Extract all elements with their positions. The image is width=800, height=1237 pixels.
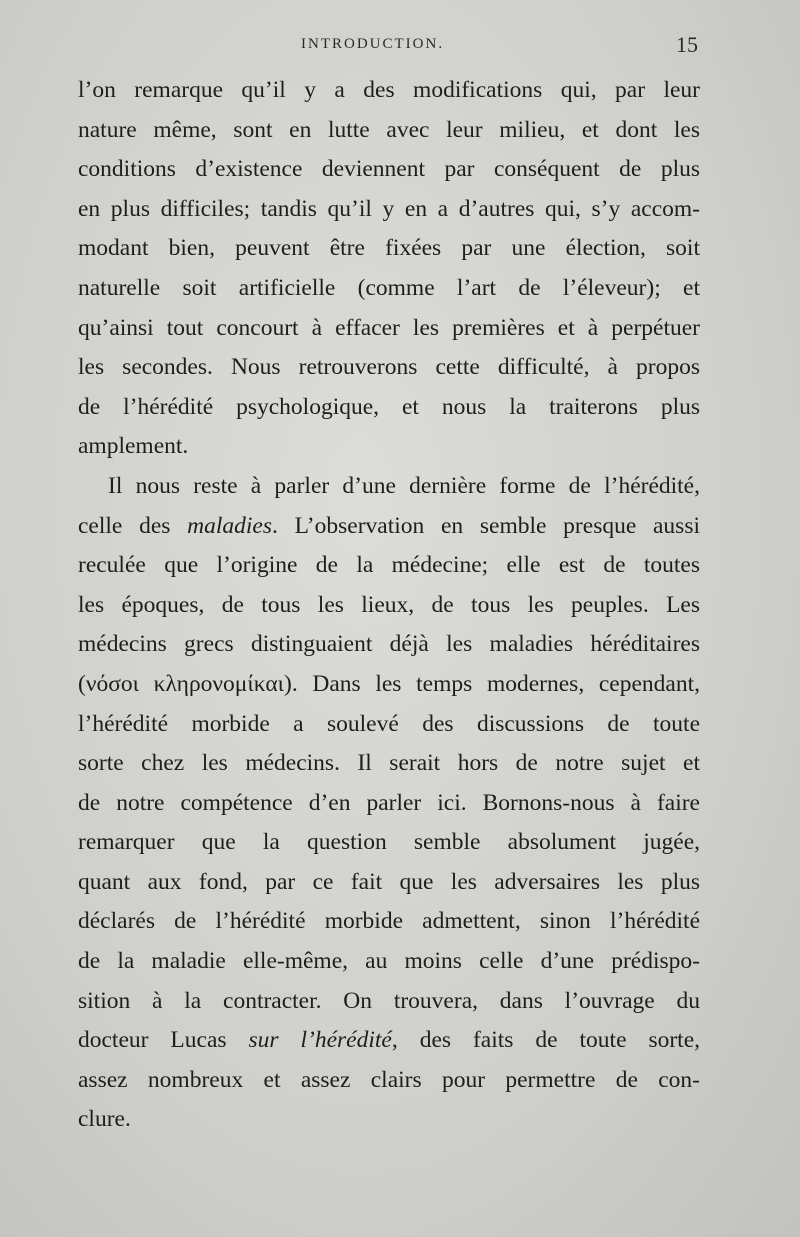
- text-line: modant bien, peuvent être fixées par une élection, soit: [78, 235, 700, 262]
- paragraph-2: [78, 467, 700, 1140]
- text-line: reculée que l’origine de la médecine; elle est de toutes: [78, 552, 700, 579]
- text-line-greek: (νόσοι κληρονομίκαι). Dans les temps modernes, cependant,: [78, 670, 700, 697]
- running-head: [76, 32, 698, 58]
- text-run: , des faits de toute sorte,: [391, 1027, 700, 1054]
- page-number: 15: [676, 32, 698, 57]
- text-line: sorte chez les médecins. Il serait hors de notre sujet et: [78, 750, 700, 777]
- paragraph-1: [78, 71, 700, 467]
- text-line: l’hérédité morbide a soulevé des discussions de toute: [78, 710, 700, 737]
- text-line: quant aux fond, par ce fait que les adversaires les plus: [78, 868, 700, 895]
- text-line: clure.: [78, 1106, 131, 1133]
- text-line: en plus difficiles; tandis qu’il y en a d’autres qui, s’y accom-: [78, 195, 700, 222]
- text-line: déclarés de l’hérédité morbide admettent, sinon l’hérédité: [78, 908, 700, 935]
- text-line-maladies: [78, 507, 700, 547]
- text-line: conditions d’existence deviennent par conséquent de plus: [78, 156, 700, 183]
- text-line: médecins grecs distinguaient déjà les maladies héréditaires: [78, 631, 700, 658]
- text-line: assez nombreux et assez clairs pour permettre de con-: [78, 1066, 700, 1093]
- text-line: de l’hérédité psychologique, et nous la traiterons plus: [78, 393, 700, 420]
- text-line-lucas: [78, 1021, 700, 1061]
- italic-term-maladies: maladies: [187, 512, 272, 539]
- text-line: sition à la contracter. On trouvera, dans l’ouvrage du: [78, 987, 700, 1014]
- italic-title-sur-heredite: sur l’hérédité: [248, 1027, 392, 1054]
- body-text: [78, 71, 700, 1140]
- text-line: amplement.: [78, 433, 189, 460]
- text-line: l’on remarque qu’il y a des modifications qui, par leur: [78, 77, 700, 103]
- running-title: INTRODUCTION.: [301, 36, 445, 52]
- text-run: . L’observation en semble presque aussi: [272, 512, 700, 539]
- text-line: naturelle soit artificielle (comme l’art de l’éleveur); et: [78, 274, 700, 301]
- text-run: docteur Lucas: [78, 1027, 249, 1054]
- text-line: de notre compétence d’en parler ici. Bornons-nous à faire: [78, 789, 700, 816]
- text-line: de la maladie elle-même, au moins celle d’une prédispo-: [78, 948, 700, 975]
- text-line: les époques, de tous les lieux, de tous les peuples. Les: [78, 591, 700, 618]
- text-line: qu’ainsi tout concourt à effacer les premières et à perpétuer: [78, 314, 700, 341]
- text-line: les secondes. Nous retrouverons cette difficulté, à propos: [78, 354, 700, 381]
- text-line: Il nous reste à parler d’une dernière forme de l’hérédité,: [108, 472, 700, 499]
- text-run: celle des: [78, 512, 188, 539]
- text-line: nature même, sont en lutte avec leur milieu, et dont les: [78, 116, 700, 143]
- text-line: remarquer que la question semble absolument jugée,: [78, 829, 700, 856]
